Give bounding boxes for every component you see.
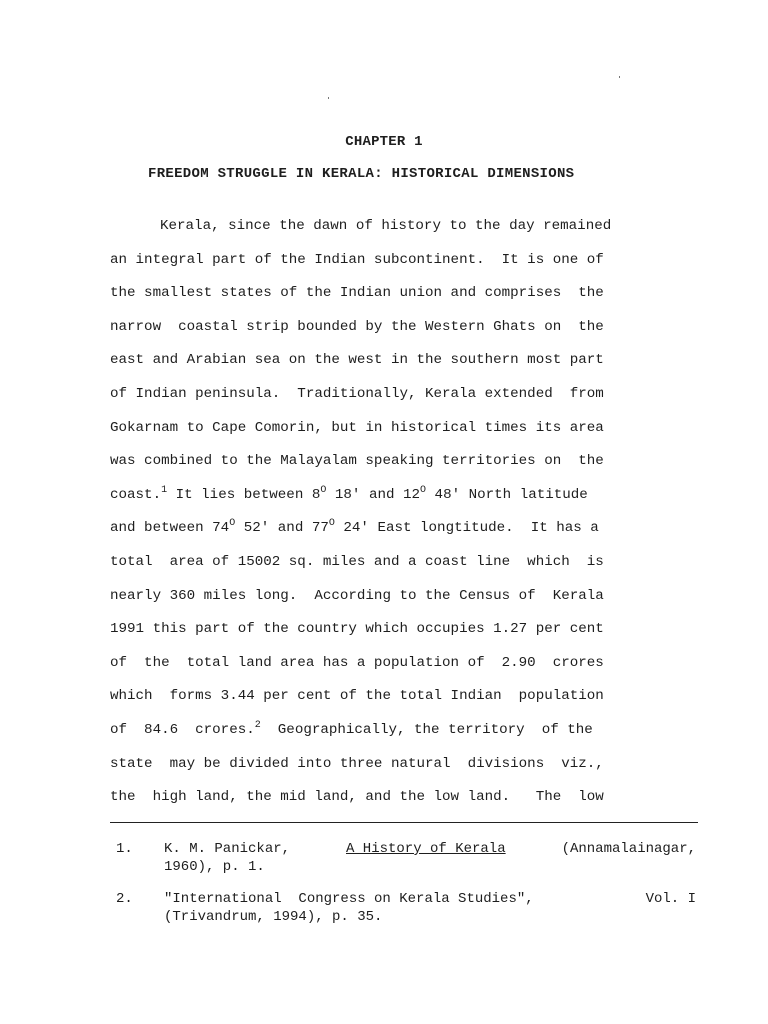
text-line bbox=[110, 484, 696, 518]
footnote-number: 1. bbox=[116, 841, 133, 857]
text-line bbox=[110, 585, 696, 619]
text-line-content bbox=[110, 517, 599, 551]
footnote-ref-2: 2 bbox=[254, 719, 261, 731]
text-line-content: total area of 15002 sq. miles and a coast line which is bbox=[110, 553, 604, 570]
text-line-content: was combined to the Malayalam speaking territories on the bbox=[110, 453, 604, 470]
footnote-row bbox=[164, 840, 696, 858]
footnote-divider bbox=[110, 822, 698, 823]
footnote-row bbox=[164, 890, 696, 908]
degree-symbol: O bbox=[229, 518, 236, 530]
footnote-volume: Vol. I bbox=[645, 891, 696, 907]
text-line bbox=[110, 282, 696, 316]
text-segment: It lies between 8 bbox=[167, 486, 321, 503]
text-segment: Geographically, the territory of the bbox=[260, 721, 593, 738]
text-segment: 52' and 77 bbox=[235, 520, 329, 537]
text-line-content: the smallest states of the Indian union and comprises the bbox=[110, 285, 604, 302]
text-line-content: Gokarnam to Cape Comorin, but in historical times its area bbox=[110, 419, 604, 436]
text-line bbox=[110, 551, 696, 585]
text-line-content: which forms 3.44 per cent of the total Indian population bbox=[110, 688, 604, 705]
text-line-content: east and Arabian sea on the west in the southern most part bbox=[110, 352, 604, 369]
text-line bbox=[110, 383, 696, 417]
scan-speck bbox=[328, 97, 329, 99]
text-segment: 24' East longtitude. It has a bbox=[334, 520, 599, 537]
footnote-content bbox=[164, 890, 696, 926]
text-line-content bbox=[110, 484, 588, 518]
text-line bbox=[110, 349, 696, 383]
text-segment: 48' North latitude bbox=[426, 486, 588, 503]
degree-symbol: O bbox=[328, 518, 335, 530]
text-line bbox=[110, 719, 696, 753]
text-line-content bbox=[110, 719, 593, 753]
text-line-content: the high land, the mid land, and the low land. The low bbox=[110, 789, 604, 806]
text-segment: coast. bbox=[110, 486, 162, 503]
footnote-number: 2. bbox=[116, 891, 133, 907]
footnote-line: (Trivandrum, 1994), p. 35. bbox=[164, 909, 383, 925]
text-line bbox=[110, 786, 696, 820]
text-line bbox=[110, 450, 696, 484]
footnote-1 bbox=[116, 840, 696, 876]
text-line bbox=[110, 517, 696, 551]
text-segment: 18' and 12 bbox=[326, 486, 421, 503]
text-line-content: narrow coastal strip bounded by the Western Ghats on the bbox=[110, 318, 604, 335]
footnote-author: K. M. Panickar, bbox=[164, 841, 291, 857]
text-line-content: 1991 this part of the country which occupies 1.27 per cent bbox=[110, 621, 604, 638]
text-line-content: state may be divided into three natural divisions viz., bbox=[110, 755, 604, 772]
chapter-title: FREEDOM STRUGGLE IN KERALA: HISTORICAL DIMENSIONS bbox=[148, 166, 575, 182]
footnote-book-title: A History of Kerala bbox=[345, 841, 506, 857]
scan-speck bbox=[619, 76, 620, 78]
footnote-ref-1: 1 bbox=[161, 484, 168, 496]
footnote-line: 1960), p. 1. bbox=[164, 859, 265, 875]
text-line-content: Kerala, since the dawn of history to the day remained bbox=[160, 218, 612, 234]
text-line bbox=[110, 685, 696, 719]
text-line-content: an integral part of the Indian subcontinent. It is one of bbox=[110, 251, 604, 268]
text-line bbox=[110, 249, 696, 283]
footnote-title: "International Congress on Kerala Studies", bbox=[164, 891, 534, 907]
text-line-content: of the total land area has a population of 2.90 crores bbox=[110, 654, 604, 671]
text-line bbox=[110, 618, 696, 652]
degree-symbol: O bbox=[420, 484, 427, 496]
chapter-label: CHAPTER 1 bbox=[345, 134, 423, 150]
text-line bbox=[110, 417, 696, 451]
text-line bbox=[110, 215, 696, 249]
text-line bbox=[110, 652, 696, 686]
text-segment: and between 74 bbox=[110, 520, 230, 537]
footnote-content bbox=[164, 840, 696, 876]
footnote-2 bbox=[116, 890, 696, 926]
footnote-row bbox=[164, 908, 696, 926]
text-line-content: nearly 360 miles long. According to the Census of Kerala bbox=[110, 587, 604, 604]
text-segment: of 84.6 crores. bbox=[110, 721, 255, 738]
text-line-content: of Indian peninsula. Traditionally, Kerala extended from bbox=[110, 385, 604, 402]
footnote-row bbox=[164, 858, 696, 876]
text-line bbox=[110, 316, 696, 350]
degree-symbol: O bbox=[320, 484, 327, 496]
text-line bbox=[110, 753, 696, 787]
footnote-publisher: (Annamalainagar, bbox=[561, 841, 696, 857]
body-paragraph bbox=[110, 215, 696, 820]
